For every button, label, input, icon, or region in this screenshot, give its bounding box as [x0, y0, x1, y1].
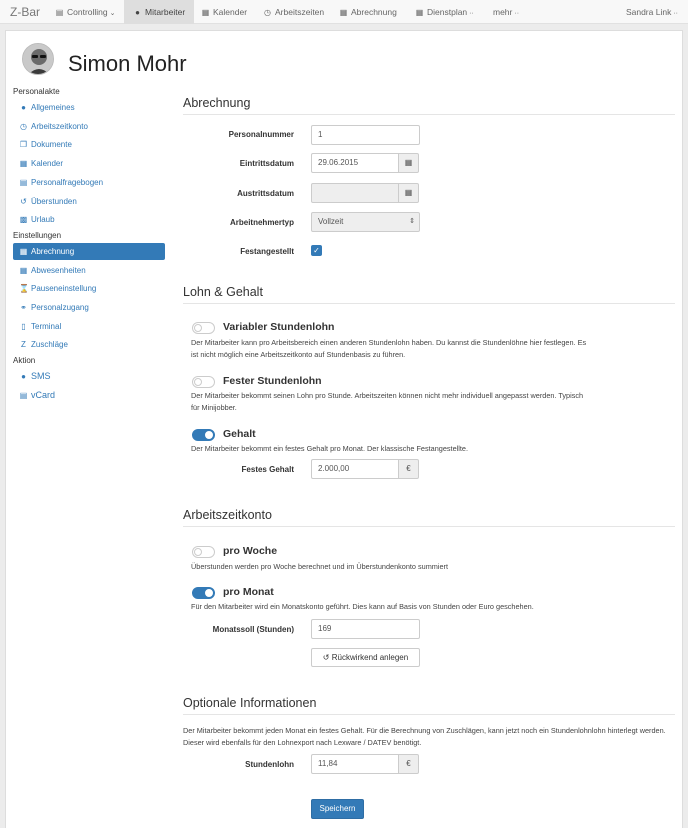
calendar-icon: ▦: [19, 159, 28, 168]
sidebar-item-sms[interactable]: ● SMS: [13, 368, 165, 385]
sidebar-item-abrechnung[interactable]: ▦ Abrechnung: [13, 243, 165, 260]
option-desc-variabler-stundenlohn: Der Mitarbeiter kann pro Arbeitsbereich einen anderen Stundenlohn haben. Du kannst die Stundenlöhne hier festlegen. Es ist nicht möglich eine Arbeitszeitkonto auf Stundenbasis zu führen.: [191, 338, 587, 359]
check-icon: ✓: [313, 246, 320, 255]
personalnummer-label: Personalnummer: [228, 130, 294, 139]
option-title-variabler-stundenlohn: Variabler Stundenlohn: [223, 321, 335, 333]
toggle-pro-woche[interactable]: [192, 546, 215, 558]
section-title-arbeitszeitkonto: Arbeitszeitkonto: [183, 508, 675, 527]
clock-icon: ◷: [264, 8, 271, 17]
festangestellt-checkbox[interactable]: [311, 245, 322, 256]
sidebar-group-aktion: Aktion: [13, 356, 36, 365]
euro-addon: €: [398, 754, 419, 774]
nav-abrechnung[interactable]: ▦ Abrechnung: [339, 0, 397, 24]
toggle-knob: [205, 431, 213, 439]
sidebar-item-pauseneinstellung[interactable]: ⌛ Pauseneinstellung: [13, 280, 165, 297]
brand-logo[interactable]: Z-Bar: [10, 5, 40, 19]
calculator-icon: ▦: [19, 247, 28, 256]
arbeitnehmertyp-label: Arbeitnehmertyp: [229, 218, 294, 227]
option-desc-fester-stundenlohn: Der Mitarbeiter bekommt seinen Lohn pro Stunde. Arbeitszeiten können nicht mehr individuell angepasst werden. Typisch für Minijobber.: [191, 391, 584, 412]
festes-gehalt-input[interactable]: 2.000,00: [311, 459, 399, 479]
chat-icon: ●: [21, 372, 26, 381]
sidebar-item-dokumente[interactable]: ❐ Dokumente: [13, 136, 165, 153]
festes-gehalt-label: Festes Gehalt: [241, 465, 294, 474]
page-title: Simon Mohr: [68, 51, 187, 76]
section-title-optionale-informationen: Optionale Informationen: [183, 696, 675, 715]
sidebar-item-urlaub[interactable]: ▩ Urlaub: [13, 211, 165, 228]
option-desc-pro-woche: Überstunden werden pro Woche berechnet und im Überstundenkonto summiert: [191, 562, 449, 571]
sidebar-item-personalfragebogen[interactable]: ▤ Personalfragebogen: [13, 174, 165, 191]
nav-mitarbeiter[interactable]: ● Mitarbeiter: [124, 0, 194, 24]
form-icon: ▤: [19, 178, 28, 187]
festangestellt-label: Festangestellt: [240, 247, 294, 256]
option-title-pro-woche: pro Woche: [223, 545, 278, 557]
clock-icon: ◷: [20, 122, 27, 131]
austrittsdatum-input[interactable]: [311, 183, 399, 203]
austrittsdatum-label: Austrittsdatum: [237, 189, 294, 198]
option-title-gehalt: Gehalt: [223, 428, 256, 440]
chevron-down-icon: ··: [673, 10, 678, 17]
suitcase-icon: ▩: [19, 215, 28, 224]
toggle-pro-monat[interactable]: [192, 587, 215, 599]
option-title-fester-stundenlohn: Fester Stundenlohn: [223, 375, 322, 387]
option-title-pro-monat: pro Monat: [223, 586, 274, 598]
stundenlohn-label: Stundenlohn: [245, 760, 294, 769]
calendar-icon: ▦: [201, 8, 210, 17]
stundenlohn-input[interactable]: 11,84: [311, 754, 399, 774]
toggle-fester-stundenlohn[interactable]: [192, 376, 215, 388]
chevron-down-icon: ··: [469, 10, 474, 17]
nav-dienstplan[interactable]: ▦ Dienstplan ··: [415, 0, 474, 24]
select-arrows-icon: ⇕: [409, 218, 415, 225]
chevron-down-icon: ⌄: [109, 10, 116, 17]
arbeitnehmertyp-select[interactable]: Vollzeit ⇕: [311, 212, 420, 232]
section-title-lohn-gehalt: Lohn & Gehalt: [183, 285, 675, 304]
toggle-knob: [194, 548, 202, 556]
toggle-variabler-stundenlohn[interactable]: [192, 322, 215, 334]
sidebar-group-personalakte: Personalakte: [13, 87, 60, 96]
calculator-icon: ▦: [339, 8, 348, 17]
history-icon: ↺: [20, 197, 27, 206]
sidebar-item-arbeitszeitkonto[interactable]: ◷ Arbeitszeitkonto: [13, 118, 165, 135]
sidebar-item-personalzugang[interactable]: ⚭ Personalzugang: [13, 299, 165, 316]
documents-icon: ❐: [19, 140, 28, 149]
history-icon: ↺: [322, 653, 330, 662]
sidebar-item-terminal[interactable]: ▯ Terminal: [13, 318, 165, 335]
bar-chart-icon: ▤: [55, 8, 64, 17]
user-menu[interactable]: Sandra Link ··: [625, 7, 678, 17]
tablet-icon: ▯: [21, 322, 26, 331]
sidebar-group-einstellungen: Einstellungen: [13, 231, 62, 240]
option-desc-pro-monat: Für den Mitarbeiter wird ein Monatskonto geführt. Dies kann auf Basis von Stunden oder Euro geschehen.: [191, 602, 534, 611]
sidebar-item-ueberstunden[interactable]: ↺ Überstunden: [13, 193, 165, 210]
sidebar-item-vcard[interactable]: ▤ vCard: [13, 387, 165, 404]
nav-arbeitszeiten[interactable]: ◷ Arbeitszeiten: [263, 0, 324, 24]
save-button[interactable]: Speichern: [311, 799, 364, 819]
key-icon: ⚭: [20, 303, 27, 312]
nav-controlling[interactable]: ▤ Controlling ⌄: [55, 0, 116, 24]
toggle-knob: [194, 378, 202, 386]
eintrittsdatum-input[interactable]: 29.06.2015: [311, 153, 399, 173]
personalnummer-input[interactable]: 1: [311, 125, 420, 145]
sidebar-item-abwesenheiten[interactable]: ▦ Abwesenheiten: [13, 262, 165, 279]
option-desc-gehalt: Der Mitarbeiter bekommt ein festes Gehalt pro Monat. Der klassische Festangestellte.: [191, 444, 468, 453]
optional-desc: Der Mitarbeiter bekommt jeden Monat ein festes Gehalt. Für die Berechnung von Zuschlägen, kann jetzt noch ein Stundenlohnlohn hinterlegt werden. Dieser wird ebenfalls für den Lohnexport nach Lexware / DATEV benötigt.: [183, 726, 666, 747]
vcard-icon: ▤: [19, 391, 28, 400]
toggle-knob: [194, 324, 202, 332]
calendar-icon[interactable]: ▦: [398, 153, 419, 173]
chevron-down-icon: ··: [514, 10, 520, 17]
monatssoll-label: Monatssoll (Stunden): [212, 625, 294, 634]
avatar: [22, 43, 54, 75]
toggle-knob: [205, 589, 213, 597]
user-icon: ●: [21, 103, 26, 112]
euro-addon: €: [398, 459, 419, 479]
section-title-abrechnung: Abrechnung: [183, 96, 675, 115]
calendar-icon: ▦: [415, 8, 424, 17]
nav-kalender[interactable]: ▦ Kalender: [201, 0, 247, 24]
absence-icon: ▦: [19, 266, 28, 275]
sidebar-item-kalender[interactable]: ▦ Kalender: [13, 155, 165, 172]
rueckwirkend-anlegen-button[interactable]: ↺ Rückwirkend anlegen: [311, 648, 420, 667]
sidebar-item-allgemeines[interactable]: ● Allgemeines: [13, 99, 165, 116]
sidebar-item-zuschlaege[interactable]: Z Zuschläge: [13, 336, 165, 353]
toggle-gehalt[interactable]: [192, 429, 215, 441]
users-icon: ●: [135, 8, 140, 17]
z-icon: Z: [21, 340, 26, 349]
calendar-icon[interactable]: ▦: [398, 183, 419, 203]
hourglass-icon: ⌛: [19, 284, 29, 293]
eintrittsdatum-label: Eintrittsdatum: [239, 159, 294, 168]
nav-mehr[interactable]: mehr ··: [493, 7, 520, 17]
monatssoll-input[interactable]: 169: [311, 619, 420, 639]
top-navbar: [0, 0, 688, 24]
